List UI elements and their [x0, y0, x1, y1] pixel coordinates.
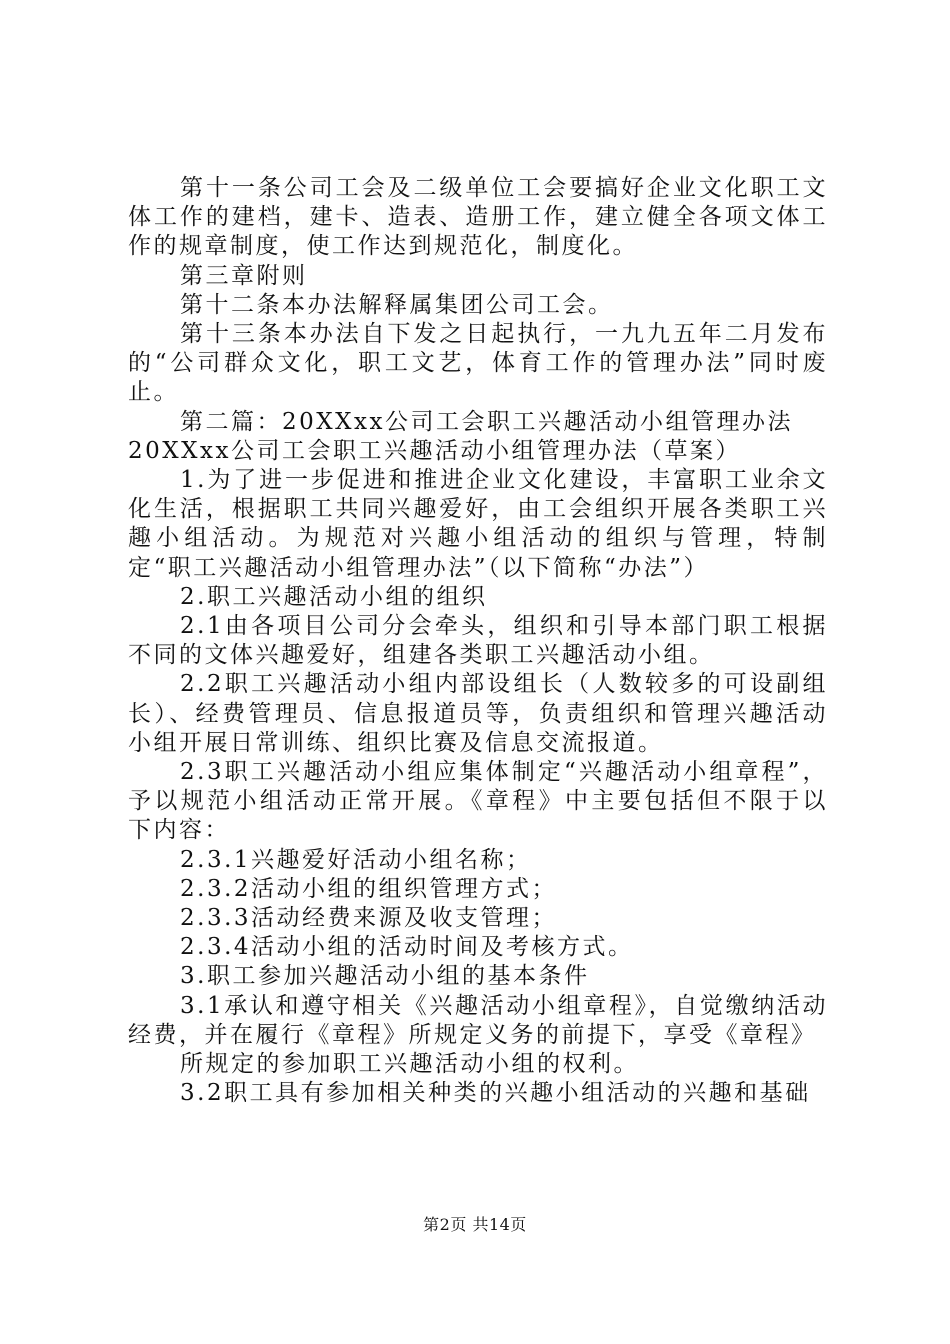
section-heading: 第三章附则 — [180, 262, 308, 289]
list-item: 2.3.4活动小组的活动时间及考核方式。 — [180, 934, 634, 961]
page-footer: 第2页 共14页 — [423, 1215, 527, 1234]
article-title: 第二篇：20XXxx公司工会职工兴趣活动小组管理办法 — [180, 408, 793, 435]
paragraph: 第十一条公司工会及二级单位工会要搞好企业文化职工文体工作的建档，建卡、造表、造册工作，建立健全各项文体工作的规章制度，使工作达到规范化，制度化。 — [128, 175, 828, 260]
paragraph: 所规定的参加职工兴趣活动小组的权利。 — [180, 1051, 639, 1078]
document-title: 20XXxx公司工会职工兴趣活动小组管理办法（草案） — [128, 437, 741, 464]
paragraph: 3.1承认和遵守相关《兴趣活动小组章程》，自觉缴纳活动经费，并在履行《章程》所规定义务的前提下，享受《章程》 — [128, 992, 828, 1048]
paragraph: 2.3职工兴趣活动小组应集体制定“兴趣活动小组章程”，予以规范小组活动正常开展。《章程》中主要包括但不限于以下内容： — [128, 759, 828, 844]
section-heading: 2.职工兴趣活动小组的组织 — [180, 583, 488, 610]
paragraph: 1.为了进一步促进和推进企业文化建设，丰富职工业余文化生活，根据职工共同兴趣爱好，由工会组织开展各类职工兴趣小组活动。为规范对兴趣小组活动的组织与管理，特制定“职工兴趣活动小组管理办法”（以下简称“办法”） — [128, 467, 828, 581]
list-item: 2.3.2活动小组的组织管理方式； — [180, 875, 558, 902]
paragraph: 第十二条本办法解释属集团公司工会。 — [180, 291, 614, 318]
document-body — [128, 174, 828, 1109]
paragraph: 2.2职工兴趣活动小组内部设组长（人数较多的可设副组长）、经费管理员、信息报道员等，负责组织和管理兴趣活动小组开展日常训练、组织比赛及信息交流报道。 — [128, 671, 828, 756]
paragraph: 2.1由各项目公司分会牵头，组织和引导本部门职工根据不同的文体兴趣爱好，组建各类职工兴趣活动小组。 — [128, 613, 828, 669]
section-heading: 3.职工参加兴趣活动小组的基本条件 — [180, 963, 590, 990]
list-item: 2.3.1兴趣爱好活动小组名称； — [180, 846, 532, 873]
list-item: 2.3.3活动经费来源及收支管理； — [180, 905, 558, 932]
paragraph: 第十三条本办法自下发之日起执行，一九九五年二月发布的“公司群众文化，职工文艺，体育工作的管理办法”同时废止。 — [128, 321, 828, 406]
paragraph: 3.2职工具有参加相关种类的兴趣小组活动的兴趣和基础 — [180, 1080, 811, 1107]
